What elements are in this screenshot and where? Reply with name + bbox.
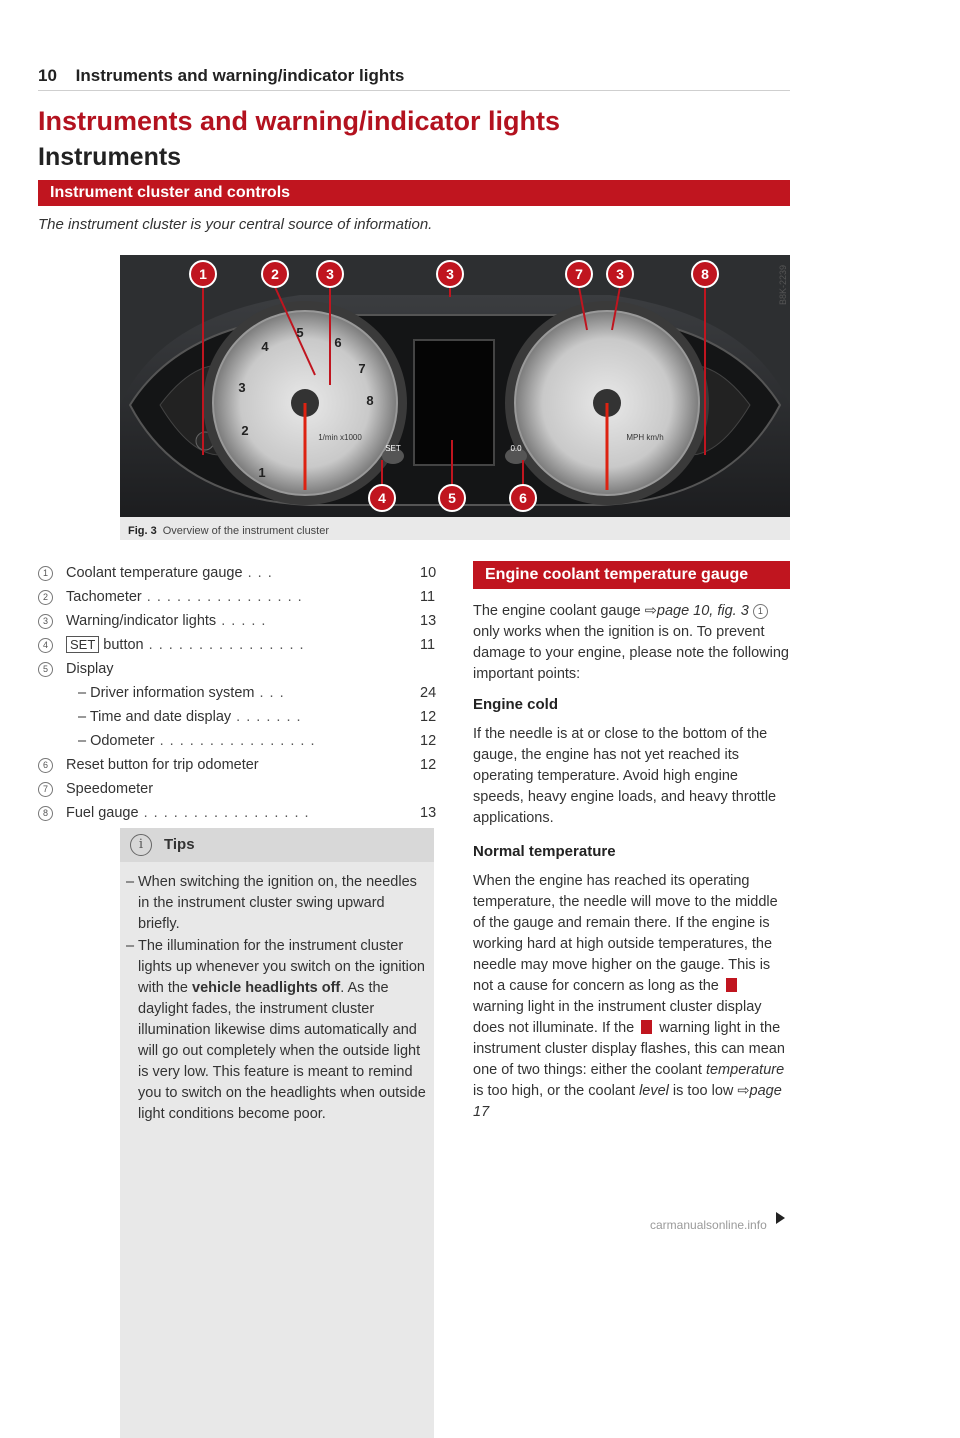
normal-temp-text-part: When the engine has reached its operating temperature, the needle will move to the middle of the gauge and remain there. If the engine is working hard at high outside temperatures, the needle may move higher on the gauge. This is not a cause for concern as long as the [473, 873, 778, 994]
legend-item [38, 585, 438, 609]
tip-item: – The illumination for the instrument cluster lights up whenever you switch on the ignition with the vehicle headlights off. As the daylight fades, the instrument cluster illumination likewise dims automatically and will go out completely when the outside light is very low. This feature is meant to remind you to switch on the headlights when outside light conditions become poor. [126, 938, 426, 1122]
legend-text: – Driver information system [78, 685, 255, 701]
legend-item [38, 609, 438, 633]
coolant-warning-icon [726, 978, 737, 992]
legend-subitem [38, 705, 438, 729]
legend-text: Coolant temperature gauge [66, 565, 243, 581]
tach-unit: 1/min x1000 [318, 433, 362, 442]
figure-code: B8K-2239 [778, 265, 788, 306]
running-title: Instruments and warning/indicator lights [75, 66, 405, 85]
instrument-cluster-figure [120, 255, 790, 540]
normal-temp-text-part: is too high, or the coolant [473, 1083, 640, 1099]
normal-temp-text [473, 871, 790, 1123]
normal-temp-text-part: warning light in the instrument cluster display does not illuminate. If the [473, 999, 762, 1036]
tip-text: . As the daylight fades, the instrument cluster illumination likewise dims automatically and will go out completely when the outside light is very low. This feature is meant to remind you to switch on the headlights when outside light conditions become poor. [138, 980, 426, 1122]
engine-cold-heading: Engine cold [473, 696, 559, 713]
callout-label: 3 [446, 266, 454, 282]
legend-text: Speedometer [66, 781, 154, 797]
callout-label: 5 [448, 490, 456, 506]
coolant-intro-text: The engine coolant gauge [473, 603, 645, 619]
tips-box [120, 828, 434, 1438]
tach-number: 1 [258, 465, 266, 480]
legend-number: 2 [38, 590, 53, 605]
tach-number: 7 [358, 361, 366, 376]
legend-dots: . . . . . . . [231, 709, 302, 725]
callout-ref: 1 [753, 604, 768, 619]
callout-label: 3 [326, 266, 334, 282]
figure-legend [38, 561, 438, 825]
legend-page: 11 [420, 637, 436, 653]
engine-cold-text: If the needle is at or close to the bottom of the gauge, the engine has not yet reached its operating temperature. Avoid high engine speeds, heavy engine loads, and heavy throttle applications. [473, 726, 777, 826]
legend-dots: . . . . . [216, 613, 267, 629]
legend-number: 7 [38, 782, 53, 797]
legend-item [38, 801, 438, 825]
legend-number: 4 [38, 638, 53, 653]
legend-dots: . . . . . . . . . . . . . . . . . [138, 805, 310, 821]
legend-text: Warning/indicator lights [66, 613, 217, 629]
legend-number: 5 [38, 662, 53, 677]
legend-text: – Odometer [78, 733, 155, 749]
page-number: 10 [38, 66, 57, 85]
section-title: Instruments [38, 143, 182, 171]
legend-dots: . . . . . . . . . . . . . . . . [141, 589, 303, 605]
legend-dots: . . . . . . . . . . . . . . . . [154, 733, 316, 749]
tips-header [120, 828, 434, 862]
italic-temperature: temperature [705, 1062, 785, 1078]
legend-number: 8 [38, 806, 53, 821]
legend-dots: . . . . . . . . . . . . . . . . [143, 637, 305, 653]
chapter-title: Instruments and warning/indicator lights [38, 106, 561, 136]
tip-item: – When switching the ignition on, the needles in the instrument cluster swing upward briefly. [126, 874, 417, 932]
normal-temp-text-part: warning light in the instrument cluster display flashes, this can mean one of two things: either the coolant [473, 1020, 785, 1078]
legend-text: Reset button for trip odometer [66, 757, 259, 773]
legend-page: 12 [420, 733, 437, 749]
normal-temp-heading: Normal temperature [473, 843, 616, 860]
legend-item [38, 753, 438, 777]
italic-level: level [639, 1083, 669, 1099]
legend-page: 10 [420, 565, 437, 581]
tip-text: The illumination for the instrument cluster lights up whenever you switch on the ignition with the [138, 938, 425, 996]
running-header [38, 66, 790, 91]
continue-arrow-icon [776, 1212, 785, 1224]
callout-label: 2 [271, 266, 279, 282]
page-ref-link[interactable]: ⇨page 17 [473, 1083, 782, 1120]
legend-page: 13 [420, 805, 437, 821]
tach-number: 4 [261, 339, 269, 354]
legend-dots: . . . [254, 685, 285, 701]
coolant-warning-icon [641, 1020, 652, 1034]
coolant-intro [473, 601, 790, 685]
legend-item [38, 777, 438, 801]
legend-page: 11 [420, 589, 436, 605]
legend-number: 3 [38, 614, 53, 629]
figure-caption [128, 525, 329, 537]
legend-text: Tachometer [66, 589, 142, 605]
tach-number: 2 [241, 423, 249, 438]
legend-item [38, 633, 438, 657]
callout-label: 7 [575, 266, 583, 282]
callout-label: 3 [616, 266, 624, 282]
tips-title: Tips [164, 836, 195, 853]
legend-text: Display [66, 661, 114, 677]
legend-number: 6 [38, 758, 53, 773]
coolant-intro-text: only works when the ignition is on. To prevent damage to your engine, please note the following important points: [473, 624, 789, 682]
tach-number: 8 [366, 393, 374, 408]
figure-caption-label: Fig. 3 [128, 525, 157, 537]
subsection-bar: Instrument cluster and controls [38, 180, 790, 206]
callout-label: 8 [701, 266, 709, 282]
callout-label: 6 [519, 490, 527, 506]
coolant-section-bar: Engine coolant temperature gauge [473, 561, 790, 589]
legend-item [38, 657, 438, 681]
speed-unit: MPH km/h [626, 433, 664, 442]
legend-subitem [38, 681, 438, 705]
set-label: SET [385, 444, 401, 453]
intro-text: The instrument cluster is your central source of information. [38, 216, 433, 233]
info-icon: i [130, 834, 152, 856]
legend-item [38, 561, 438, 585]
legend-page: 13 [420, 613, 437, 629]
legend-page: 12 [420, 757, 437, 773]
legend-subitem [38, 729, 438, 753]
normal-temp-text-part: is too low [668, 1083, 738, 1099]
tip-bold: vehicle headlights off [192, 980, 341, 996]
legend-dots: . . . [242, 565, 273, 581]
instrument-cluster-illustration [120, 255, 790, 517]
legend-number: 1 [38, 566, 53, 581]
legend-page: 24 [420, 685, 437, 701]
callout-label: 4 [378, 490, 386, 506]
figure-caption-text: Overview of the instrument cluster [162, 525, 330, 537]
callout-label: 1 [199, 266, 207, 282]
page-ref-link[interactable]: ⇨page 10, fig. 3 [644, 603, 749, 619]
legend-page: 12 [420, 709, 437, 725]
tip-text: When switching the ignition on, the needles in the instrument cluster swing upward briefly. [138, 874, 417, 932]
legend-text: Fuel gauge [66, 805, 139, 821]
watermark: carmanualsonline.info [650, 1218, 767, 1232]
legend-text: button [103, 637, 144, 653]
tach-number: 6 [334, 335, 342, 350]
tach-number: 3 [238, 380, 246, 395]
tach-number: 5 [296, 325, 304, 340]
legend-text: – Time and date display [78, 709, 232, 725]
set-key: SET [66, 636, 99, 653]
reset-label: 0.0 [510, 444, 522, 453]
